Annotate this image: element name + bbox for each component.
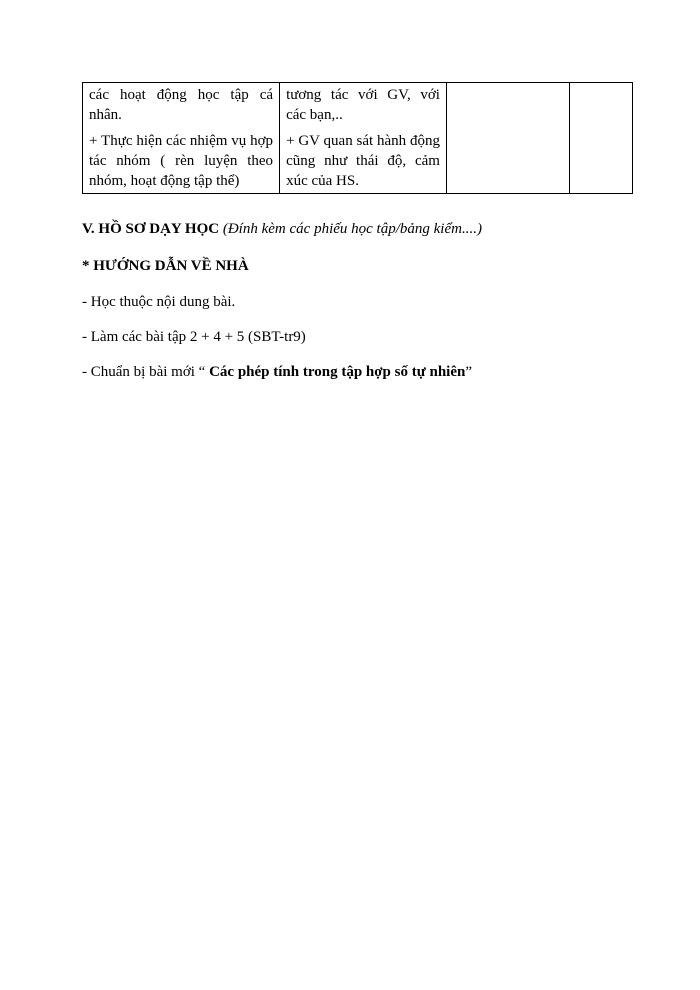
lesson-activity-table: [82, 82, 633, 194]
section-v-label: V. HỒ SƠ DẠY HỌC: [82, 221, 220, 237]
cell-paragraph: + GV quan sát hành động cũng như thái độ, cảm xúc của HS.: [286, 133, 440, 189]
table-cell-student-activities: [83, 83, 280, 194]
cell-paragraph: tương tác với GV, với các bạn,..: [286, 87, 440, 123]
table-cell-empty: [569, 83, 632, 194]
new-lesson-title: Các phép tính trong tập hợp số tự nhiên: [209, 364, 466, 380]
section-v-heading: [82, 221, 482, 238]
homework-heading: * HƯỚNG DẪN VỀ NHÀ: [82, 258, 249, 274]
homework-item-prefix: - Chuẩn bị bài mới “: [82, 364, 210, 380]
table-cell-empty: [446, 83, 569, 194]
homework-item: - Học thuộc nội dung bài.: [82, 294, 236, 310]
cell-paragraph: + Thực hiện các nhiệm vụ hợp tác nhóm ( rèn luyện theo nhóm, hoạt động tập thể): [89, 133, 274, 189]
homework-item: [82, 364, 472, 381]
homework-item-suffix: ”: [465, 364, 473, 380]
homework-item: - Làm các bài tập 2 + 4 + 5 (SBT-tr9): [82, 329, 306, 345]
section-v-note: (Đính kèm các phiếu học tập/bảng kiểm....): [222, 221, 482, 237]
table-row: [83, 83, 633, 194]
cell-paragraph: các hoạt động học tập cá nhân.: [89, 87, 274, 123]
table-cell-assessment: [280, 83, 447, 194]
